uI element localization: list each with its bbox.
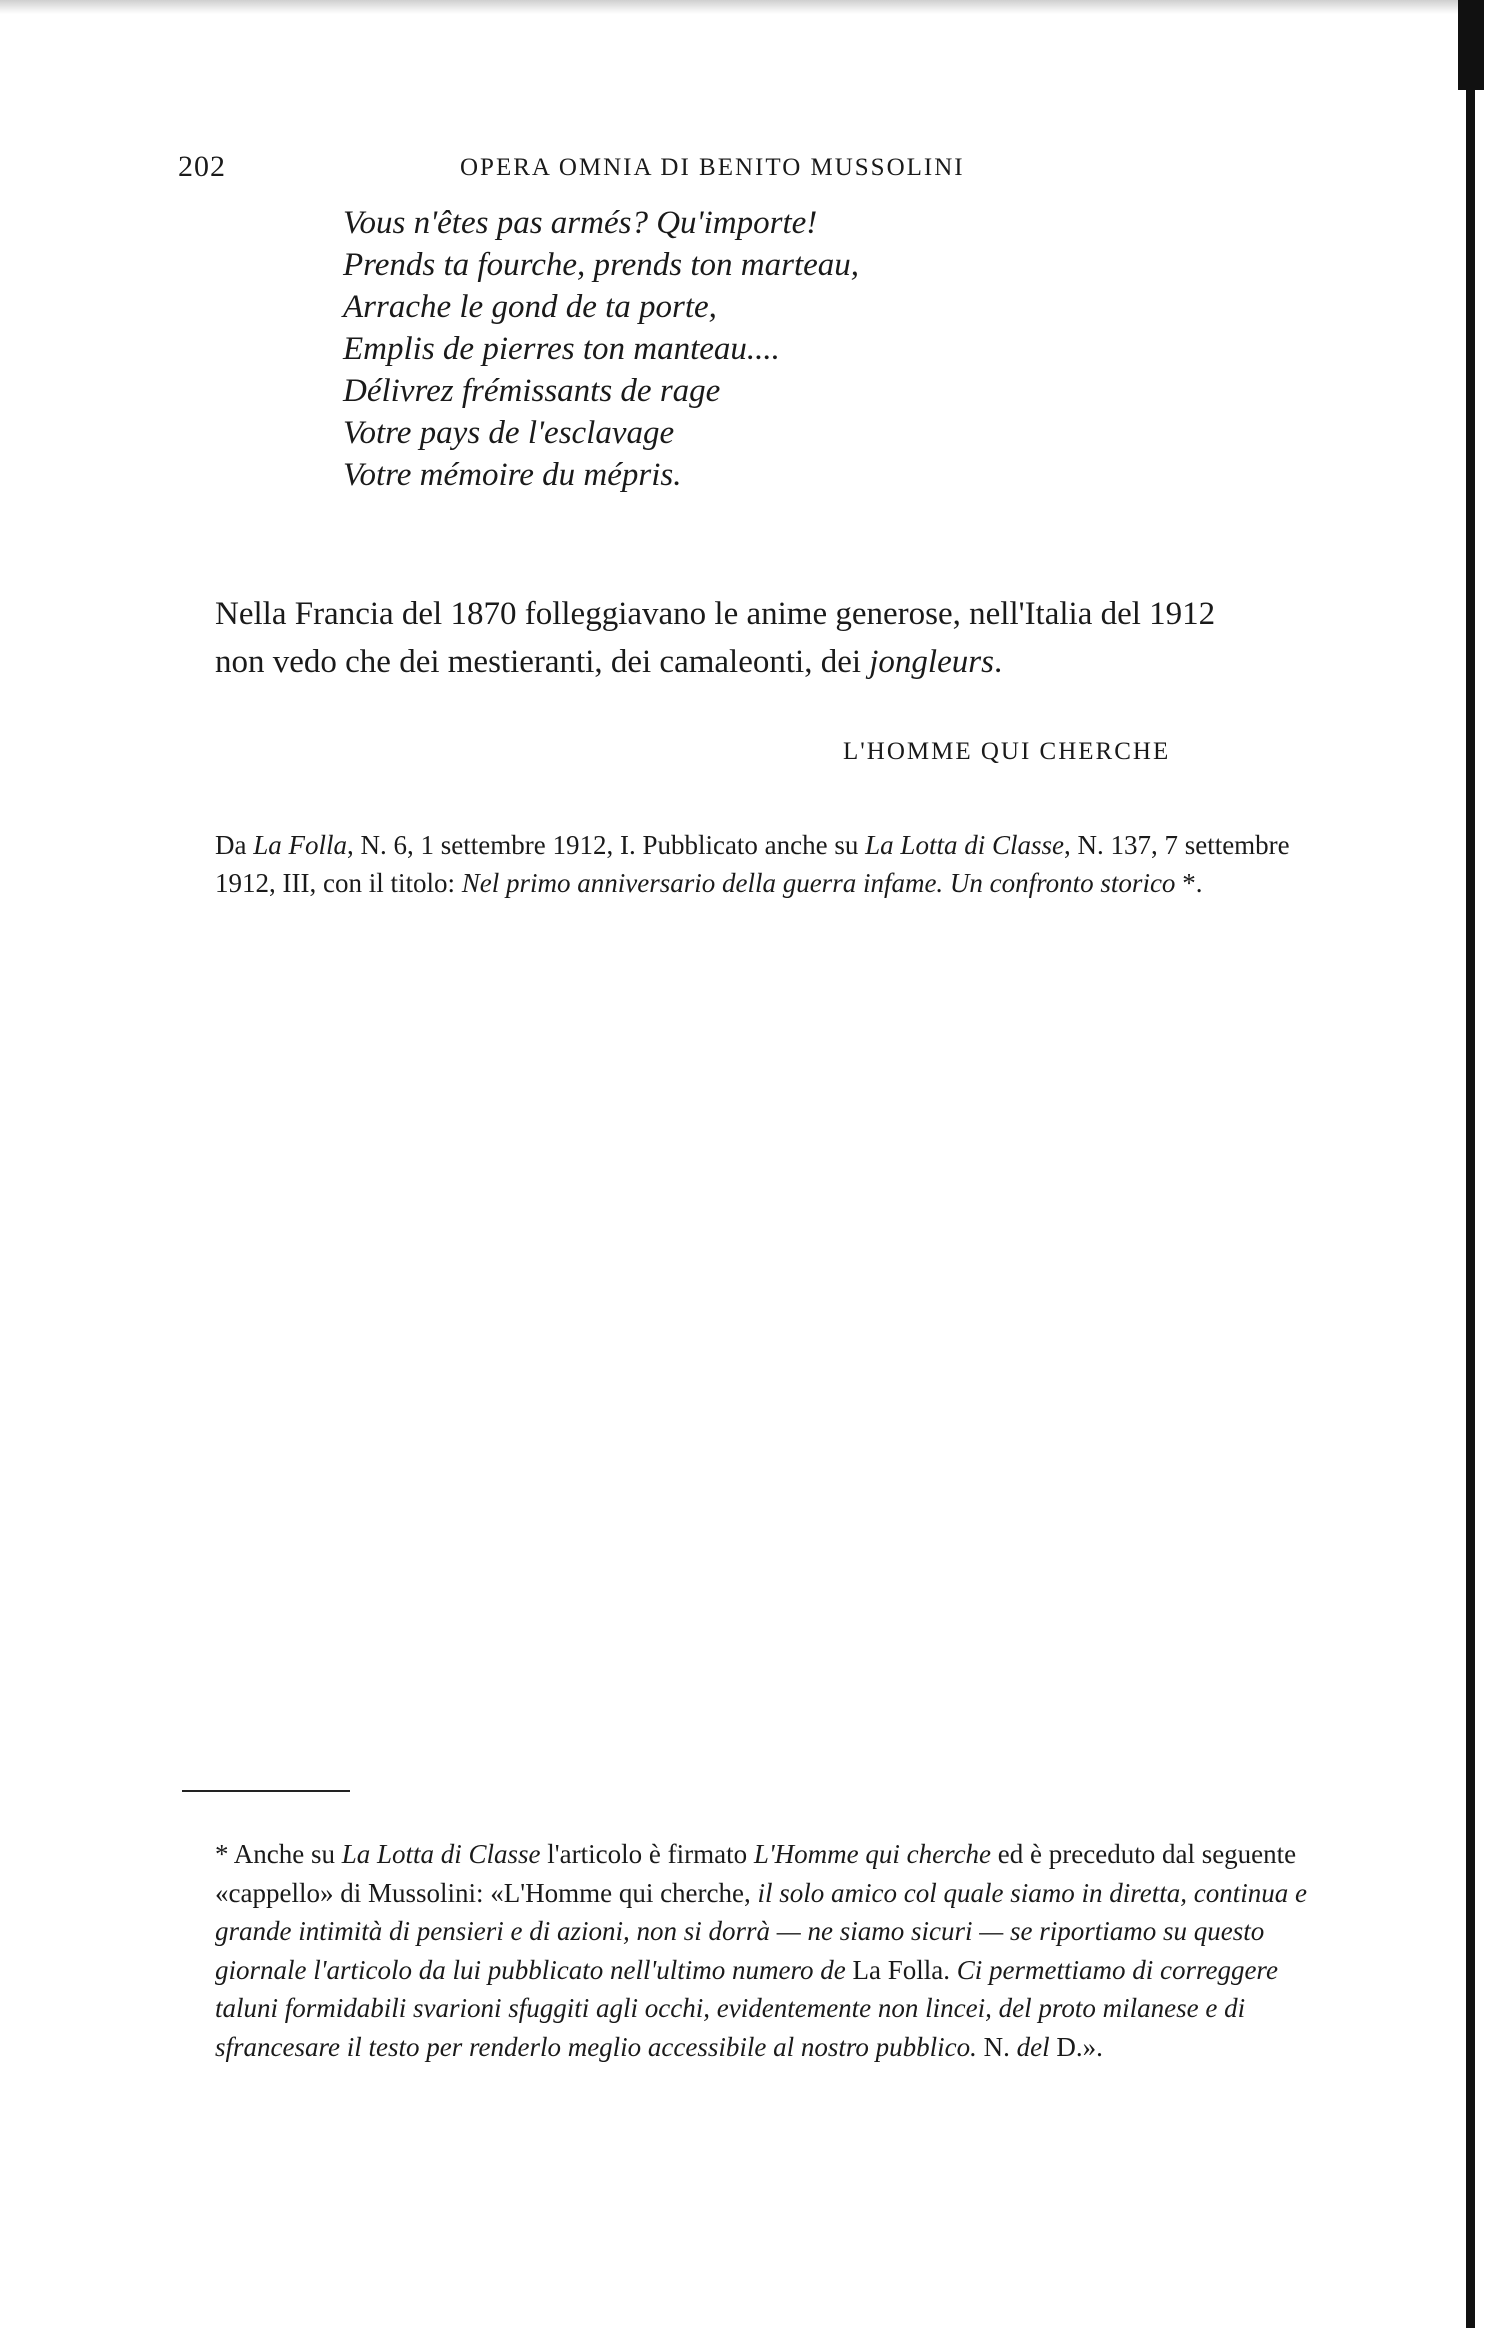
footnote-italic: La Lotta di Classe (341, 1839, 541, 1869)
footnote-text: l'articolo è firmato (540, 1839, 754, 1869)
footnote-italic: Ci permettiamo di correggere taluni formidabili svarioni sfuggiti agli occhi, evidentemente non lincei, del proto milanese e di sfrancesare il testo per renderlo meglio accessibile al nostro pubblico. (215, 1954, 1278, 2062)
footnote-text: La Folla. (845, 1954, 957, 1985)
poem-quote (343, 202, 1243, 496)
source-text: , N. 6, 1 settembre 1912, I. Pubblicato anche su (347, 830, 866, 860)
page-number: 202 (178, 150, 226, 183)
scan-edge-bar (1466, 0, 1475, 2328)
source-text: *. (1175, 868, 1203, 898)
source-italic: La Folla (253, 830, 347, 860)
poem-line: Emplis de pierres ton manteau.... (343, 331, 780, 367)
footnote-text: D.». (1049, 2031, 1103, 2062)
poem-line: Vous n'êtes pas armés? Qu'importe! (343, 205, 818, 241)
poem-line: Délivrez frémissants de rage (343, 373, 721, 409)
footnote-text: * Anche su (215, 1839, 342, 1869)
footnote (215, 1835, 1310, 2066)
scan-right-edge (1458, 0, 1511, 2328)
paragraph-italic: jongleurs (869, 644, 994, 680)
running-head (178, 150, 1358, 186)
scan-top-edge (0, 0, 1511, 14)
poem-line: Arrache le gond de ta porte, (343, 289, 717, 325)
footnote-italic: L'Homme qui cherche (753, 1839, 992, 1869)
poem-line: Votre pays de l'esclavage (343, 415, 675, 451)
footnote-text: ed è preceduto dal seguente «cappello» di Mussolini: «L'Homme qui cherche, (215, 1839, 1297, 1908)
running-title: OPERA OMNIA DI BENITO MUSSOLINI (460, 154, 965, 181)
poem-line: Prends ta fourche, prends ton marteau, (343, 247, 860, 283)
paragraph-end: . (993, 644, 1003, 680)
paragraph-text: Nella Francia del 1870 folleggiavano le anime generose, nell'Italia del 1912 non vedo che dei mestieranti, dei camaleonti, dei (215, 596, 1216, 680)
source-italic: La Lotta di Classe (865, 830, 1064, 860)
source-italic: Nel primo anniversario della guerra infame. Un confronto storico (461, 868, 1176, 898)
source-text: , N. 137, 7 settembre 1912, III, con il titolo: (215, 830, 1290, 898)
source-note (215, 826, 1310, 902)
author-signature: L'HOMME QUI CHERCHE (843, 738, 1171, 765)
footnote-text: N. (976, 2031, 1017, 2062)
footnote-italic: il solo amico col quale siamo in diretta, continua e grande intimità di pensieri e di azioni, non si dorrà — ne siamo sicuri — se riportiamo su questo giornale l'articolo da lui pubblicato nell'ultimo numero de (215, 1877, 1307, 1985)
poem-line: Votre mémoire du mépris. (343, 457, 682, 493)
source-text: Da (215, 830, 254, 860)
footnote-italic: del (1016, 2031, 1050, 2062)
footnote-rule (182, 1790, 350, 1792)
body-paragraph (215, 590, 1245, 686)
